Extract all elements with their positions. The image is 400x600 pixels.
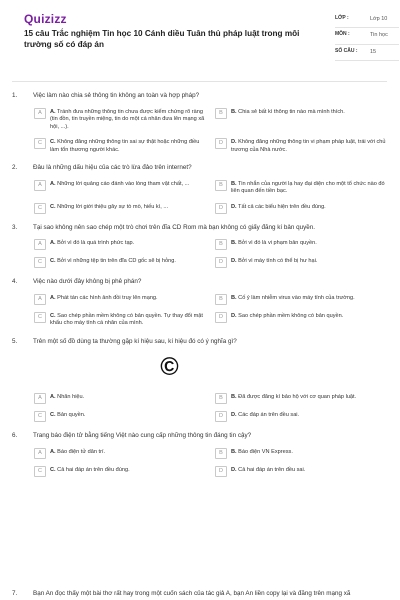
copyright-symbol-figure xyxy=(12,353,387,382)
option-text xyxy=(50,137,206,154)
option-text xyxy=(50,410,85,420)
option-letter-box[interactable]: B xyxy=(215,393,227,404)
option-label: C. xyxy=(50,412,56,419)
option-body: Các đáp án trên đều sai. xyxy=(238,412,300,419)
answer-option-d[interactable] xyxy=(215,465,387,477)
question-text: Trên một số đồ dùng ta thường gặp kí hiệu sau, kí hiệu đó có ý nghĩa gì? xyxy=(33,337,237,345)
meta-value-class: Lớp 10 xyxy=(370,16,388,22)
option-label: B. xyxy=(231,240,237,247)
question-text: Tại sao không nên sao chép một trò chơi trên đĩa CD Rom mà bạn không có giấy đăng kí bản quyền. xyxy=(33,223,316,231)
option-letter-box[interactable]: C xyxy=(34,411,46,422)
option-body: Báo điện tử dân trí. xyxy=(57,448,106,455)
answer-option-a[interactable] xyxy=(34,447,206,459)
option-label: D. xyxy=(231,412,237,419)
question-number: 4. xyxy=(12,278,18,286)
option-label: D. xyxy=(231,258,237,265)
answer-option-d[interactable] xyxy=(215,256,387,268)
option-label: D. xyxy=(231,139,237,146)
question-6 xyxy=(12,432,387,477)
meta-row-subject xyxy=(335,28,399,44)
option-label: B. xyxy=(231,108,237,115)
option-label: C. xyxy=(50,312,56,319)
answer-option-a[interactable] xyxy=(34,238,206,250)
option-body: Cả hai đáp án trên đều sai. xyxy=(238,466,306,473)
option-label: A. xyxy=(50,394,56,401)
option-label: B. xyxy=(231,448,237,455)
option-letter-box[interactable]: C xyxy=(34,257,46,268)
option-body: Cả hai đáp án trên đều đúng. xyxy=(57,466,130,473)
option-label: B. xyxy=(231,394,237,401)
answer-option-a[interactable] xyxy=(34,392,206,404)
option-text xyxy=(231,465,305,475)
option-text xyxy=(231,447,293,457)
option-text xyxy=(231,293,355,303)
option-body: Không đăng những thông tin sai sự thật hoặc những điều làm tổn thương người khác. xyxy=(50,139,200,153)
option-text xyxy=(231,238,317,248)
meta-info-table xyxy=(335,12,399,61)
option-body: Những lời quảng cáo đánh vào lòng tham vật chất, ... xyxy=(57,180,190,187)
option-body: Bởi vì đó là vi phạm bản quyền. xyxy=(238,240,317,247)
option-body: Bởi vì những tệp tin trên đĩa CD gốc sẽ bị hỏng. xyxy=(57,258,176,265)
option-letter-box[interactable]: C xyxy=(34,138,46,149)
option-text xyxy=(231,107,345,117)
option-text xyxy=(50,107,206,132)
option-label: C. xyxy=(50,139,56,146)
option-letter-box[interactable]: B xyxy=(215,448,227,459)
answer-options xyxy=(34,238,387,268)
answer-options xyxy=(34,447,387,477)
option-letter-box[interactable]: A xyxy=(34,108,46,119)
answer-options xyxy=(34,107,387,155)
answer-option-c[interactable] xyxy=(34,137,206,154)
answer-option-b[interactable] xyxy=(215,107,387,132)
question-2 xyxy=(12,164,387,214)
answer-option-c[interactable] xyxy=(34,465,206,477)
option-body: Tránh đưa những thông tin chưa được kiểm chứng rõ ràng (tin đồn, tin truyền miệng, tin do một cá nhân đưa lên mạng xã hội, ...). xyxy=(50,108,205,130)
answer-option-c[interactable] xyxy=(34,311,206,328)
question-header xyxy=(12,92,387,101)
answer-option-a[interactable] xyxy=(34,107,206,132)
question-header xyxy=(12,224,387,233)
option-body: Những lời giới thiệu gây sự tò mò, hiếu kì, ... xyxy=(57,203,169,210)
answer-option-a[interactable] xyxy=(34,179,206,196)
option-text xyxy=(231,179,387,196)
answer-option-b[interactable] xyxy=(215,392,387,404)
option-label: A. xyxy=(50,294,56,301)
option-text xyxy=(231,202,326,212)
option-letter-box[interactable]: D xyxy=(215,203,227,214)
worksheet-header xyxy=(12,0,387,82)
option-text xyxy=(50,256,176,266)
meta-row-count xyxy=(335,45,399,61)
question-4 xyxy=(12,278,387,328)
option-letter-box[interactable]: A xyxy=(34,180,46,191)
option-letter-box[interactable]: B xyxy=(215,294,227,305)
option-letter-box[interactable]: A xyxy=(34,294,46,305)
option-body: Báo điện VN Express. xyxy=(238,448,293,455)
question-number: 5. xyxy=(12,337,18,345)
answer-option-b[interactable] xyxy=(215,447,387,459)
option-text xyxy=(50,179,189,189)
question-1 xyxy=(12,92,387,154)
answer-option-c[interactable] xyxy=(34,410,206,422)
option-label: D. xyxy=(231,466,237,473)
option-text xyxy=(231,256,317,266)
answer-option-d[interactable] xyxy=(215,202,387,214)
answer-option-d[interactable] xyxy=(215,137,387,154)
option-text xyxy=(50,202,168,212)
option-text xyxy=(231,311,343,321)
option-body: Bởi vì máy tính có thể bị hư hại. xyxy=(238,258,318,265)
meta-key-subject: MÔN : xyxy=(335,31,350,38)
question-list xyxy=(12,92,387,487)
page-title: 15 câu Trắc nghiệm Tin học 10 Cánh diều Tuân thủ pháp luật trong môi trường số có đáp án xyxy=(24,29,300,49)
option-letter-box[interactable]: D xyxy=(215,466,227,477)
option-text xyxy=(231,392,356,402)
option-text xyxy=(50,293,158,303)
option-body: Chia sẻ bất kì thông tin nào mà mình thích. xyxy=(238,108,345,115)
question-text: Bạn An đọc thấy một bài thơ rất hay trong một cuốn sách của tác giả A, bạn An liền copy lại và đăng trên mạng xã xyxy=(33,590,351,597)
question-7-partial xyxy=(12,590,387,597)
answer-option-d[interactable] xyxy=(215,311,387,328)
option-body: Đã được đăng kí bảo hộ với cơ quan pháp luật. xyxy=(238,394,357,401)
question-text: Đâu là những dấu hiệu của các trò lừa đảo trên internet? xyxy=(33,164,192,172)
option-body: Bởi vì đó là quá trình phức tạp. xyxy=(57,240,135,247)
meta-key-class: LỚP : xyxy=(335,15,349,21)
question-number: 6. xyxy=(12,432,18,440)
option-body: Nhãn hiệu. xyxy=(57,394,85,401)
option-label: B. xyxy=(231,180,237,187)
option-letter-box[interactable]: C xyxy=(34,466,46,477)
question-number: 3. xyxy=(12,223,18,231)
question-header xyxy=(12,432,387,441)
quizizz-logo[interactable]: Quizizz xyxy=(24,12,67,26)
answer-option-c[interactable] xyxy=(34,202,206,214)
option-label: A. xyxy=(50,240,56,247)
option-letter-box[interactable]: D xyxy=(215,138,227,149)
answer-option-d[interactable] xyxy=(215,410,387,422)
option-text xyxy=(50,392,84,402)
question-3 xyxy=(12,224,387,269)
option-text xyxy=(231,137,387,154)
option-letter-box[interactable]: A xyxy=(34,448,46,459)
meta-value-subject: Tin học xyxy=(370,32,388,39)
option-body: Sao chép phần mềm không có bản quyền. Tự thay đổi mật khẩu cho máy tính cá nhân của mình. xyxy=(50,312,203,327)
question-number: 1. xyxy=(12,92,18,99)
option-body: Không đăng những thông tin vi phạm pháp luật, trái với chủ trương của Nhà nước. xyxy=(231,139,386,153)
option-body: Sao chép phần mềm không có bản quyền. xyxy=(238,312,344,319)
answer-options xyxy=(34,293,387,328)
question-number: 2. xyxy=(12,164,18,172)
answer-option-c[interactable] xyxy=(34,256,206,268)
option-letter-box[interactable]: D xyxy=(215,411,227,422)
option-letter-box[interactable]: C xyxy=(34,312,46,323)
option-letter-box[interactable]: B xyxy=(215,180,227,191)
answer-options xyxy=(34,179,387,214)
answer-option-a[interactable] xyxy=(34,293,206,305)
option-letter-box[interactable]: C xyxy=(34,203,46,214)
option-label: C. xyxy=(50,466,56,473)
option-body: Phát tán các hình ảnh đồi truy lên mạng. xyxy=(57,294,158,301)
option-label: D. xyxy=(231,203,237,210)
option-body: Bản quyền. xyxy=(57,412,86,419)
option-label: A. xyxy=(50,448,56,455)
option-body: Tin nhắn của người lạ hay đại diện cho một tổ chức nào đó liên quan đến tiền bạc. xyxy=(231,180,385,195)
option-text xyxy=(50,238,134,248)
option-letter-box[interactable]: D xyxy=(215,312,227,323)
option-label: C. xyxy=(50,258,56,265)
option-label: A. xyxy=(50,108,56,115)
question-number: 7. xyxy=(12,590,18,597)
option-letter-box[interactable]: B xyxy=(215,239,227,250)
answer-options xyxy=(34,392,387,422)
option-text xyxy=(50,447,105,457)
answer-option-b[interactable] xyxy=(215,238,387,250)
option-label: A. xyxy=(50,180,56,187)
option-letter-box[interactable]: A xyxy=(34,393,46,404)
question-text: Việc nào dưới đây không bị phê phán? xyxy=(33,278,142,286)
question-text: Trang báo điện tử bằng tiếng Việt nào cung cấp những thông tin đáng tin cậy? xyxy=(33,432,252,440)
option-label: B. xyxy=(231,294,237,301)
option-letter-box[interactable]: A xyxy=(34,239,46,250)
option-letter-box[interactable]: D xyxy=(215,257,227,268)
meta-row-class xyxy=(335,12,399,28)
option-body: Cố ý làm nhiễm virus vào máy tính của trường. xyxy=(238,294,355,301)
copyright-icon: © xyxy=(160,353,179,382)
option-label: D. xyxy=(231,312,237,319)
option-text xyxy=(50,311,206,328)
option-text xyxy=(50,465,130,475)
option-body: Tất cả các biểu hiện trên đều đúng. xyxy=(238,203,326,210)
meta-key-count: SỐ CÂU : xyxy=(335,47,358,54)
question-5 xyxy=(12,338,387,423)
option-text xyxy=(231,410,299,420)
option-label: C. xyxy=(50,203,56,210)
meta-value-count: 15 xyxy=(370,48,377,55)
option-letter-box[interactable]: B xyxy=(215,108,227,119)
answer-option-b[interactable] xyxy=(215,179,387,196)
question-header xyxy=(12,164,387,173)
question-text: Việc làm nào chia sẻ thông tin không an toàn và hợp pháp? xyxy=(33,92,200,99)
question-header xyxy=(12,338,387,347)
question-header xyxy=(12,278,387,287)
answer-option-b[interactable] xyxy=(215,293,387,305)
